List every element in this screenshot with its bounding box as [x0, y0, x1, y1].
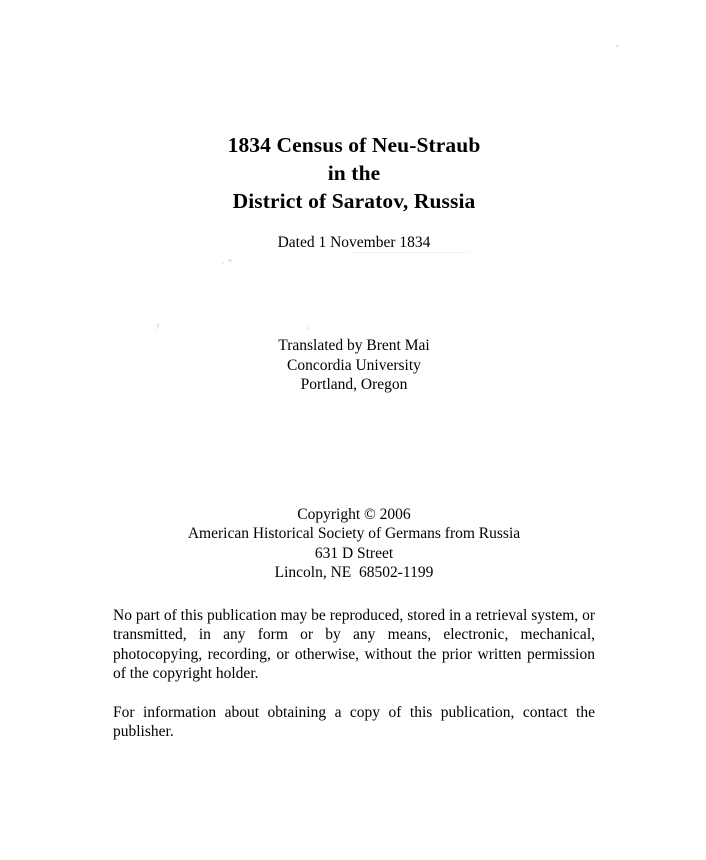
page-title-line-3: District of Saratov, Russia	[232, 189, 476, 213]
publisher-organization: American Historical Society of Germans from Russia	[187, 525, 521, 542]
publisher-block	[113, 505, 595, 583]
page-title-line-1: 1834 Census of Neu-Straub	[227, 133, 481, 157]
publisher-street: 631 D Street	[314, 544, 394, 562]
page-content	[113, 0, 595, 757]
translator-location: Portland, Oregon	[300, 376, 408, 393]
scan-speck	[616, 45, 619, 47]
translator-institution: Concordia University	[287, 356, 421, 374]
page-title	[113, 131, 595, 215]
contact-notice-paragraph: For information about obtaining a copy of this publication, contact the publisher.	[113, 703, 595, 740]
translator-credit: Translated by Brent Mai	[278, 337, 430, 354]
publisher-city-state-zip: Lincoln, NE 68502-1199	[274, 564, 434, 581]
dated-line: Dated 1 November 1834	[277, 234, 431, 251]
translator-block	[113, 336, 595, 395]
reproduction-notice-paragraph: No part of this publication may be reproduced, stored in a retrieval system, or transmitted, in any form or by any means, electronic, mechanical, photocopying, recording, or otherwise, without the prior written permission of the copyright holder.	[113, 606, 595, 682]
copyright-notice: Copyright © 2006	[297, 505, 411, 523]
page-title-line-2: in the	[327, 161, 381, 185]
